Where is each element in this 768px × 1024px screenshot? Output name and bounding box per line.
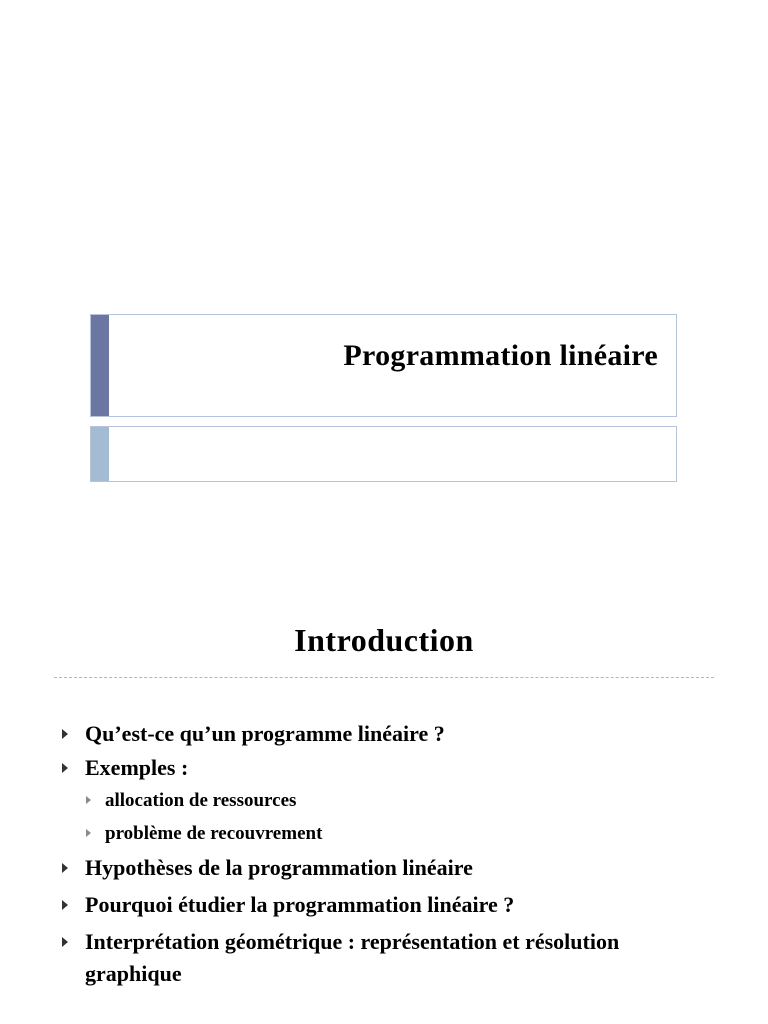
sub-bullet-text: problème de recouvrement — [105, 823, 323, 844]
bullet-item — [60, 926, 710, 990]
subtitle-accent-bar — [91, 427, 109, 481]
bullet-text: Qu’est-ce qu’un programme linéaire ? — [85, 721, 445, 746]
intro-title: Introduction — [294, 622, 474, 658]
bullet-item — [60, 852, 710, 884]
bullet-arrow-icon — [62, 763, 68, 773]
bullet-arrow-icon — [62, 863, 68, 873]
bullet-item — [60, 752, 710, 784]
bullet-text: Hypothèses de la programmation linéaire — [85, 855, 473, 880]
sub-bullet-arrow-icon — [86, 829, 91, 837]
sub-bullet-arrow-icon — [86, 796, 91, 804]
bullet-text: Exemples : — [85, 755, 189, 780]
bullet-list — [60, 718, 710, 995]
bullet-arrow-icon — [62, 937, 68, 947]
bullet-item — [60, 889, 710, 921]
bullet-arrow-icon — [62, 729, 68, 739]
bullet-item — [60, 718, 710, 750]
bullet-arrow-icon — [62, 900, 68, 910]
sub-bullet-item — [60, 819, 710, 849]
title-slide-box — [90, 314, 677, 417]
title-accent-bar — [91, 315, 109, 416]
sub-bullet-text: allocation de ressources — [105, 790, 297, 811]
slide-title: Programmation linéaire — [343, 339, 658, 372]
bullet-text: Pourquoi étudier la programmation linéaire ? — [85, 892, 515, 917]
sub-bullet-item — [60, 786, 710, 816]
bullet-text: Interprétation géométrique : représentation et résolution graphique — [85, 929, 620, 986]
subtitle-box — [90, 426, 677, 482]
title-divider — [54, 677, 714, 678]
